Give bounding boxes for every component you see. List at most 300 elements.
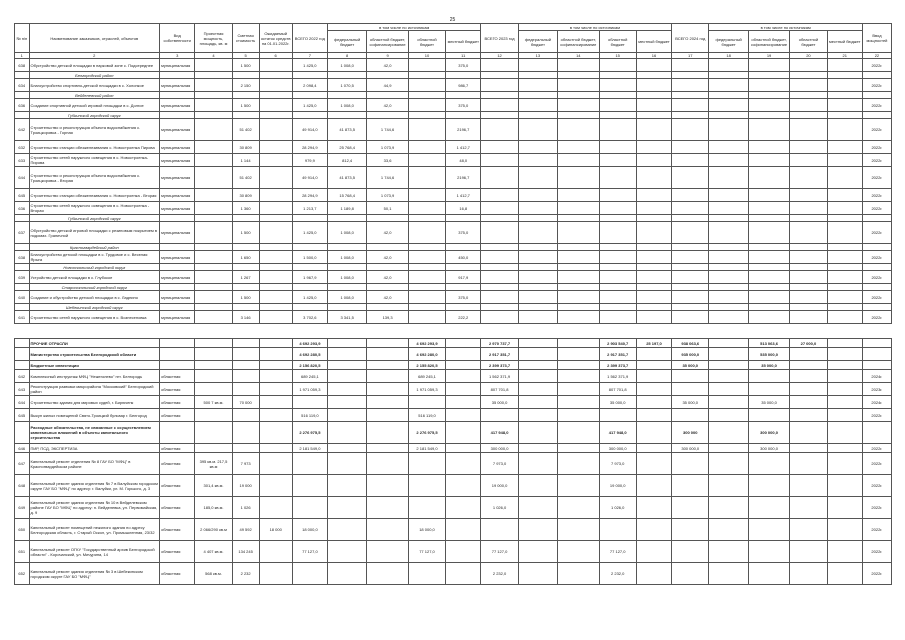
cell-fed <box>328 475 367 497</box>
cell-regco24 <box>748 409 789 422</box>
cell-reg24 <box>790 154 827 167</box>
row-cell <box>408 72 445 79</box>
cell-cost: 49 592 <box>232 519 259 541</box>
row-cell <box>709 92 748 99</box>
cell-name: Строительство и реконструкция объекта водоснабжения с. Троицкоровка - Вторая <box>29 167 160 189</box>
row-cell <box>292 264 327 271</box>
row-cell <box>518 72 557 79</box>
cell-fed: 15 768,4 <box>327 189 366 202</box>
area-label: Белгородский район <box>29 72 160 79</box>
row-cell <box>408 112 445 119</box>
cell-regco: 1 073,9 <box>367 141 408 154</box>
row-cell <box>160 112 195 119</box>
cell-regco23 <box>558 409 599 422</box>
cell-cost: 2 232 <box>232 563 259 585</box>
cell-regco23 <box>558 202 599 215</box>
row-cell <box>636 284 671 291</box>
table-row <box>15 244 892 251</box>
cell-cap <box>195 59 232 72</box>
cell-reg <box>408 79 445 92</box>
row-cell <box>232 304 259 311</box>
cell-t23: 1 026,0 <box>481 497 518 519</box>
cell-fed24 <box>709 497 748 519</box>
cell-t23: 77 127,0 <box>481 541 518 563</box>
cell-fed <box>328 383 367 396</box>
row-cell <box>259 304 292 311</box>
cell-reg23 <box>599 409 636 422</box>
cell-cost <box>232 370 259 383</box>
cell-regco24: 513 063,6 <box>748 339 789 348</box>
cell-loc24 <box>827 119 862 141</box>
cell-fed24 <box>709 370 748 383</box>
cell-regco <box>367 444 408 453</box>
cell-cost: 51 402 <box>232 119 259 141</box>
cell-reg23 <box>599 59 636 72</box>
cell-input: 2022г. <box>862 141 891 154</box>
cell-regco <box>367 396 408 409</box>
cell-loc24 <box>827 409 862 422</box>
cell-regco23 <box>558 370 599 383</box>
cell-loc24 <box>827 348 862 361</box>
cell-regco: 42,0 <box>367 222 408 244</box>
cell-regco: 42,0 <box>367 251 408 264</box>
cell-input: 2022г. <box>862 59 891 72</box>
cell-t22 <box>292 475 327 497</box>
cell-regco24 <box>748 189 789 202</box>
cell-t22: 2 276 975,5 <box>292 422 327 444</box>
cell-regco: 50,1 <box>367 202 408 215</box>
row-cell <box>259 244 292 251</box>
cell-fed24 <box>709 563 748 585</box>
cell-num: 647 <box>15 453 30 475</box>
column-number: 22 <box>862 53 891 59</box>
cell-cap: 185,0 кв.м. <box>195 497 232 519</box>
row-cell <box>327 244 366 251</box>
cell-regco24: 535 000,0 <box>748 348 789 361</box>
cell-loc23 <box>636 563 671 585</box>
row-cell <box>327 284 366 291</box>
row-cell <box>518 244 557 251</box>
cell-num: 641 <box>15 311 30 324</box>
cell-reg24 <box>790 271 827 284</box>
cell-input: 2022г. <box>862 189 891 202</box>
cell-reg24 <box>790 222 827 244</box>
cell-reg <box>408 202 445 215</box>
cell-owner: областная <box>160 453 195 475</box>
cell-owner: муниципальная <box>160 154 195 167</box>
cell-rest <box>259 475 292 497</box>
cell-regco24: 300 000,0 <box>748 444 789 453</box>
cell-t22: 18 000,0 <box>292 519 327 541</box>
cell-regco24 <box>748 453 789 475</box>
cell-regco23 <box>558 251 599 264</box>
row-cell <box>709 244 748 251</box>
row-cell <box>672 215 709 222</box>
table-row <box>15 92 892 99</box>
cell-regco: 42,0 <box>367 291 408 304</box>
cell-fed <box>328 339 367 348</box>
cell-regco: 42,0 <box>367 99 408 112</box>
cell-cap <box>195 422 232 444</box>
table-row <box>15 339 892 348</box>
cell-name: Капитальный ремонт здания отделения № 10 в Вейделевском районе ГАУ БО "МФЦ" по адресу: п. Вейделевка, ул. Первомайская, д. 9 <box>29 497 160 519</box>
cell-regco <box>367 453 408 475</box>
row-cell <box>367 112 408 119</box>
cell-name: ПРОЧИЕ ОТРАСЛИ <box>29 339 160 348</box>
row-cell <box>709 284 748 291</box>
cell-t22 <box>292 453 327 475</box>
cell-reg24 <box>790 189 827 202</box>
cell-name: Создание и обустройство детской площадки в с. Ладнино <box>29 291 160 304</box>
cell-loc23 <box>636 251 671 264</box>
cell-t22: 1 213,7 <box>292 202 327 215</box>
cell-reg24 <box>790 563 827 585</box>
row-cell <box>862 72 891 79</box>
cell-reg <box>408 475 445 497</box>
row-cell <box>748 284 789 291</box>
cell-owner: муниципальная <box>160 251 195 264</box>
row-cell <box>672 72 709 79</box>
cell-num: 649 <box>15 497 30 519</box>
table-row <box>15 112 892 119</box>
cell-rest <box>259 202 292 215</box>
area-label: Старооскольский городской округ <box>29 284 160 291</box>
cell-num: 638 <box>15 251 30 264</box>
cell-loc23 <box>636 99 671 112</box>
cell-cap <box>195 222 232 244</box>
cell-reg23 <box>599 154 636 167</box>
cell-reg: 18 000,0 <box>408 519 445 541</box>
cell-reg: 1 971 059,3 <box>408 383 445 396</box>
cell-num: 634 <box>15 79 30 92</box>
cell-cap <box>195 141 232 154</box>
cell-input: 2024г. <box>862 370 891 383</box>
cell-regco24: 35 000,0 <box>748 361 789 370</box>
cell-t23: 1 562 371,9 <box>481 370 518 383</box>
cell-fed24 <box>709 519 748 541</box>
cell-t24 <box>672 519 709 541</box>
column-number: 13 <box>518 53 557 59</box>
cell-fed23 <box>518 189 557 202</box>
cell-t22: 1 425,0 <box>292 99 327 112</box>
cell-loc24 <box>827 497 862 519</box>
cell-cap <box>195 409 232 422</box>
column-number: 5 <box>232 53 259 59</box>
cell-cap <box>195 251 232 264</box>
row-cell <box>599 215 636 222</box>
cell-reg23 <box>599 291 636 304</box>
cell-reg23: 2 917 351,7 <box>599 348 636 361</box>
row-cell <box>558 215 599 222</box>
cell-loc: 375,0 <box>446 59 481 72</box>
cell-t24 <box>672 222 709 244</box>
cell-loc24 <box>827 422 862 444</box>
cell-reg23 <box>599 189 636 202</box>
cell-t23: 2 917 351,7 <box>481 348 518 361</box>
cell-cost: 30 809 <box>232 189 259 202</box>
table-row <box>15 119 892 141</box>
row-cell <box>558 284 599 291</box>
cell-owner: областная <box>160 396 195 409</box>
cell-fed23 <box>518 541 557 563</box>
cell-loc24 <box>827 383 862 396</box>
cell-reg23 <box>599 167 636 189</box>
cell-owner: муниципальная <box>160 271 195 284</box>
cell-name: Комплексный инструктаж МФЦ "Нежеголево" пгт. Белгородь <box>29 370 160 383</box>
cell-t23: 7 973,0 <box>481 453 518 475</box>
cell-t22: 1 425,0 <box>292 222 327 244</box>
cell-regco23 <box>558 271 599 284</box>
row-cell <box>446 92 481 99</box>
row-cell <box>599 304 636 311</box>
cell-loc23 <box>636 189 671 202</box>
table-row <box>15 453 892 475</box>
cell-loc23 <box>636 291 671 304</box>
row-cell <box>636 304 671 311</box>
cell-regco <box>367 383 408 396</box>
cell-loc23 <box>636 167 671 189</box>
cell-reg23: 2 399 373,7 <box>599 361 636 370</box>
row-cell <box>481 72 518 79</box>
row-cell <box>599 72 636 79</box>
cell-reg23: 300 000,0 <box>599 444 636 453</box>
cell-regco24 <box>748 541 789 563</box>
cell-reg23 <box>599 271 636 284</box>
table-row <box>15 519 892 541</box>
cell-regco23 <box>558 59 599 72</box>
cell-loc24 <box>827 541 862 563</box>
col-loc-header: местный бюджет <box>827 31 862 53</box>
cell-fed23 <box>518 497 557 519</box>
cell-name: Капитальный ремонт ОГКУ "Государственный архив Белгородской области" - Корочанский, ул. Мичурина, 14 <box>29 541 160 563</box>
cell-loc: 986,7 <box>446 79 481 92</box>
cell-input: 2022г. <box>862 563 891 585</box>
cell-t24: 938 063,6 <box>672 339 709 348</box>
row-cell <box>195 244 232 251</box>
cell-fed24 <box>709 475 748 497</box>
cell-fed24 <box>709 167 748 189</box>
cell-regco23 <box>558 189 599 202</box>
cell-regco24 <box>748 563 789 585</box>
cell-loc: 2196,7 <box>446 167 481 189</box>
cell-name: Благоустройство спортивно-детской площадки в с. Холопкое <box>29 79 160 92</box>
cell-reg23: 77 127,0 <box>599 541 636 563</box>
row-cell <box>518 304 557 311</box>
row-cell <box>195 215 232 222</box>
cell-loc24 <box>827 453 862 475</box>
cell-rest <box>259 339 292 348</box>
cell-t24: 300 000,0 <box>672 444 709 453</box>
col-owner-header: Вид собственности <box>160 24 195 53</box>
cell-fed24 <box>709 251 748 264</box>
cell-name: Строительство сетей наружного освещения в с. Новостроенка - Вторая <box>29 202 160 215</box>
cell-loc23 <box>636 119 671 141</box>
cell-t23 <box>481 311 518 324</box>
cell-owner: муниципальная <box>160 222 195 244</box>
cell-t24 <box>672 311 709 324</box>
row-cell <box>748 215 789 222</box>
cell-owner: областная <box>160 563 195 585</box>
row-cell <box>327 92 366 99</box>
investment-table-bottom <box>14 338 892 585</box>
cell-reg24 <box>790 422 827 444</box>
row-cell <box>862 215 891 222</box>
row-cell <box>446 215 481 222</box>
cell-fed24 <box>709 396 748 409</box>
cell-reg <box>408 99 445 112</box>
row-cell <box>327 215 366 222</box>
group-sources-2022: в том числе по источникам <box>327 24 480 31</box>
cell-cap: 568 кв.м. <box>195 563 232 585</box>
row-cell <box>327 112 366 119</box>
row-cell <box>599 244 636 251</box>
row-cell <box>408 264 445 271</box>
cell-rest <box>259 79 292 92</box>
cell-rest <box>259 119 292 141</box>
cell-num: 638 <box>15 59 30 72</box>
col-loc-header: местный бюджет <box>446 31 481 53</box>
group-sources-2023: в том числе по источникам <box>518 24 671 31</box>
cell-loc: 450,0 <box>446 251 481 264</box>
cell-regco23 <box>558 141 599 154</box>
cell-loc <box>446 409 481 422</box>
cell-loc <box>446 453 481 475</box>
cell-name: Строительство станции обезжелезивания с. Новостроенка - Вторая <box>29 189 160 202</box>
cell-reg: 2 276 975,5 <box>408 422 445 444</box>
cell-fed24 <box>709 361 748 370</box>
cell-rest <box>259 251 292 264</box>
cell-cost: 134 245 <box>232 541 259 563</box>
cell-reg <box>408 119 445 141</box>
table-row <box>15 154 892 167</box>
cell-loc <box>446 361 481 370</box>
cell-cap <box>195 370 232 383</box>
cell-input: 2022г. <box>862 475 891 497</box>
cell-regco24 <box>748 141 789 154</box>
cell-rest: 18 000 <box>259 519 292 541</box>
cell-reg: 2 155 820,5 <box>408 361 445 370</box>
cell-rest <box>259 59 292 72</box>
row-cell <box>518 215 557 222</box>
cell-loc: 917,9 <box>446 271 481 284</box>
cell-t23: 2 399 373,7 <box>481 361 518 370</box>
cell-cap <box>195 291 232 304</box>
cell-reg <box>408 222 445 244</box>
column-number: 15 <box>599 53 636 59</box>
cell-fed24 <box>709 383 748 396</box>
row-cell <box>15 72 30 79</box>
row-cell <box>292 92 327 99</box>
cell-num <box>15 361 30 370</box>
row-cell <box>672 92 709 99</box>
cell-fed23 <box>518 383 557 396</box>
cell-name: Выкуп жилых помещений Свято-Троицкий бульвар г. Белгород <box>29 409 160 422</box>
cell-fed: 1 008,0 <box>327 99 366 112</box>
cell-t22: 516 119,0 <box>292 409 327 422</box>
cell-input <box>862 422 891 444</box>
cell-loc <box>446 383 481 396</box>
cell-reg24: 27 000,0 <box>790 339 827 348</box>
table-row <box>15 284 892 291</box>
cell-t24 <box>672 370 709 383</box>
cell-rest <box>259 271 292 284</box>
cell-name: Обустройство детской игровой площадки с резиновым покрытием в подомах. Граничной <box>29 222 160 244</box>
table-row <box>15 383 892 396</box>
cell-regco23 <box>558 167 599 189</box>
cell-reg23 <box>599 141 636 154</box>
cell-fed24 <box>709 202 748 215</box>
cell-owner: областная <box>160 497 195 519</box>
row-cell <box>862 244 891 251</box>
cell-fed23 <box>518 167 557 189</box>
cell-reg24 <box>790 453 827 475</box>
row-cell <box>292 244 327 251</box>
cell-reg <box>408 251 445 264</box>
cell-reg <box>408 189 445 202</box>
cell-input: 2022г. <box>862 167 891 189</box>
cell-regco <box>367 348 408 361</box>
cell-reg23: 35 000,0 <box>599 396 636 409</box>
col-total-2023-header: ВСЕГО 2023 год <box>481 24 518 53</box>
row-cell <box>748 92 789 99</box>
row-cell <box>790 92 827 99</box>
column-number: 7 <box>292 53 327 59</box>
cell-regco23 <box>558 444 599 453</box>
row-cell <box>446 244 481 251</box>
cell-reg <box>408 497 445 519</box>
cell-num: 639 <box>15 271 30 284</box>
cell-reg23 <box>599 79 636 92</box>
row-cell <box>636 92 671 99</box>
col-regco-header: областной бюджет, софинансирование <box>558 31 599 53</box>
cell-regco23 <box>558 519 599 541</box>
cell-reg24 <box>790 202 827 215</box>
cell-fed23 <box>518 99 557 112</box>
cell-name: Строительство станции обезжелезивания с. Новостроенка Пирова <box>29 141 160 154</box>
cell-loc <box>446 497 481 519</box>
cell-t22: 49 914,0 <box>292 167 327 189</box>
cell-reg24 <box>790 497 827 519</box>
row-cell <box>558 264 599 271</box>
table-row <box>15 396 892 409</box>
cell-fed: 1 008,0 <box>327 251 366 264</box>
cell-loc: 375,0 <box>446 222 481 244</box>
cell-regco <box>367 370 408 383</box>
cell-cost: 1 500 <box>232 222 259 244</box>
cell-regco <box>367 541 408 563</box>
row-cell <box>367 72 408 79</box>
cell-name: ПИР, ПСД, ЭКСПЕРТИЗА <box>29 444 160 453</box>
cell-t23 <box>481 189 518 202</box>
cell-fed <box>328 541 367 563</box>
cell-loc23 <box>636 202 671 215</box>
cell-loc: 375,0 <box>446 99 481 112</box>
cell-loc24 <box>827 202 862 215</box>
cell-cap <box>195 79 232 92</box>
row-cell <box>748 264 789 271</box>
cell-reg24 <box>790 141 827 154</box>
cell-fed24 <box>709 79 748 92</box>
cell-loc24 <box>827 444 862 453</box>
cell-t24: 35 000,0 <box>672 361 709 370</box>
cell-loc24 <box>827 99 862 112</box>
cell-t23 <box>481 409 518 422</box>
cell-rest <box>259 383 292 396</box>
cell-reg <box>408 396 445 409</box>
cell-cap <box>195 339 232 348</box>
cell-cost: 1 500 <box>232 59 259 72</box>
cell-name: Реконструкция развязки микрорайона "Московский" Белгородский район <box>29 383 160 396</box>
